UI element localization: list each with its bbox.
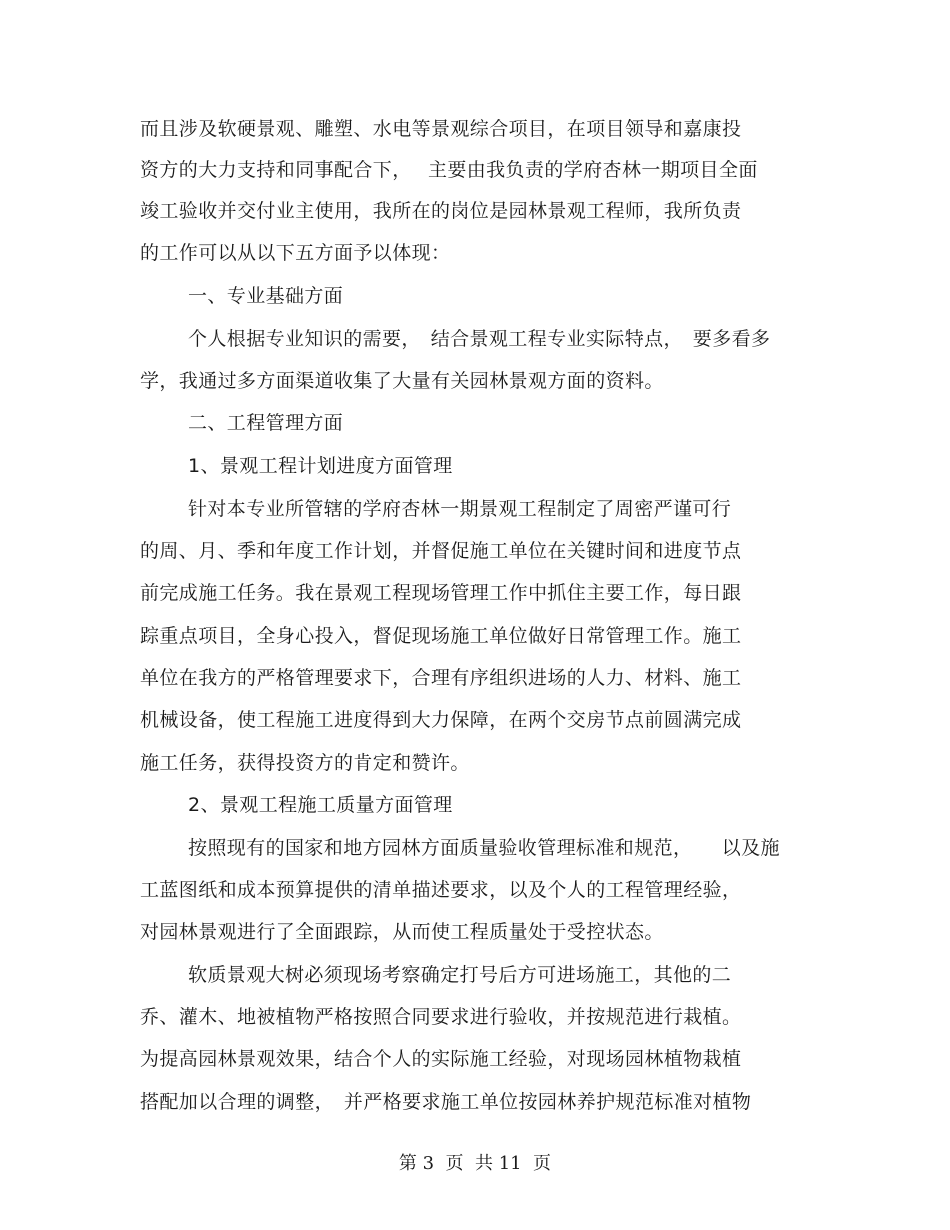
page-number-footer: 第 3 页 共 11 页 (398, 1153, 552, 1174)
body-text-line: 资方的大力支持和同事配合下， 主要由我负责的学府杏林一期项目全面 (140, 159, 758, 181)
body-text-line: 搭配加以合理的调整， 并严格要求施工单位按园林养护规范标准对植物 (140, 1091, 752, 1113)
body-text-line: 针对本专业所管辖的学府杏林一期景观工程制定了周密严谨可行 (188, 498, 732, 520)
body-text-line: 乔、灌木、地被植物严格按照合同要求进行验收，并按规范进行栽植。 (140, 1006, 742, 1028)
body-text-line: 的周、月、季和年度工作计划，并督促施工单位在关键时间和进度节点 (140, 540, 742, 562)
body-text-line: 对园林景观进行了全面跟踪，从而使工程质量处于受控状态。 (140, 921, 664, 943)
subsection-heading: 1、景观工程计划进度方面管理 (188, 455, 453, 477)
body-text-line: 踪重点项目，全身心投入，督促现场施工单位做好日常管理工作。施工 (140, 625, 742, 647)
body-text-line: 而且涉及软硬景观、雕塑、水电等景观综合项目，在项目领导和嘉康投 (140, 118, 742, 140)
subsection-heading: 2、景观工程施工质量方面管理 (188, 794, 453, 816)
body-text-line: 软质景观大树必须现场考察确定打号后方可进场施工，其他的二 (188, 964, 732, 986)
body-text-line: 单位在我方的严格管理要求下，合理有序组织进场的人力、材料、施工 (140, 667, 742, 689)
body-text-line: 个人根据专业知识的需要， 结合景观工程专业实际特点， 要多看多 (188, 328, 771, 350)
body-text-line: 按照现有的国家和地方园林方面质量验收管理标准和规范， 以及施 (188, 837, 780, 859)
body-text-line: 为提高园林景观效果，结合个人的实际施工经验，对现场园林植物栽植 (140, 1048, 742, 1070)
body-text-line: 学，我通过多方面渠道收集了大量有关园林景观方面的资料。 (140, 370, 664, 392)
section-heading: 一、专业基础方面 (188, 285, 344, 307)
body-text-line: 前完成施工任务。我在景观工程现场管理工作中抓住主要工作，每日跟 (140, 582, 742, 604)
body-text-line: 施工任务，获得投资方的肯定和赞许。 (140, 752, 470, 774)
body-text-line: 的工作可以从以下五方面予以体现： (140, 242, 451, 264)
section-heading: 二、工程管理方面 (188, 412, 344, 434)
body-text-line: 工蓝图纸和成本预算提供的清单描述要求，以及个人的工程管理经验， (140, 879, 742, 901)
body-text-line: 竣工验收并交付业主使用，我所在的岗位是园林景观工程师，我所负责 (140, 200, 742, 222)
body-text-line: 机械设备，使工程施工进度得到大力保障，在两个交房节点前圆满完成 (140, 709, 742, 731)
